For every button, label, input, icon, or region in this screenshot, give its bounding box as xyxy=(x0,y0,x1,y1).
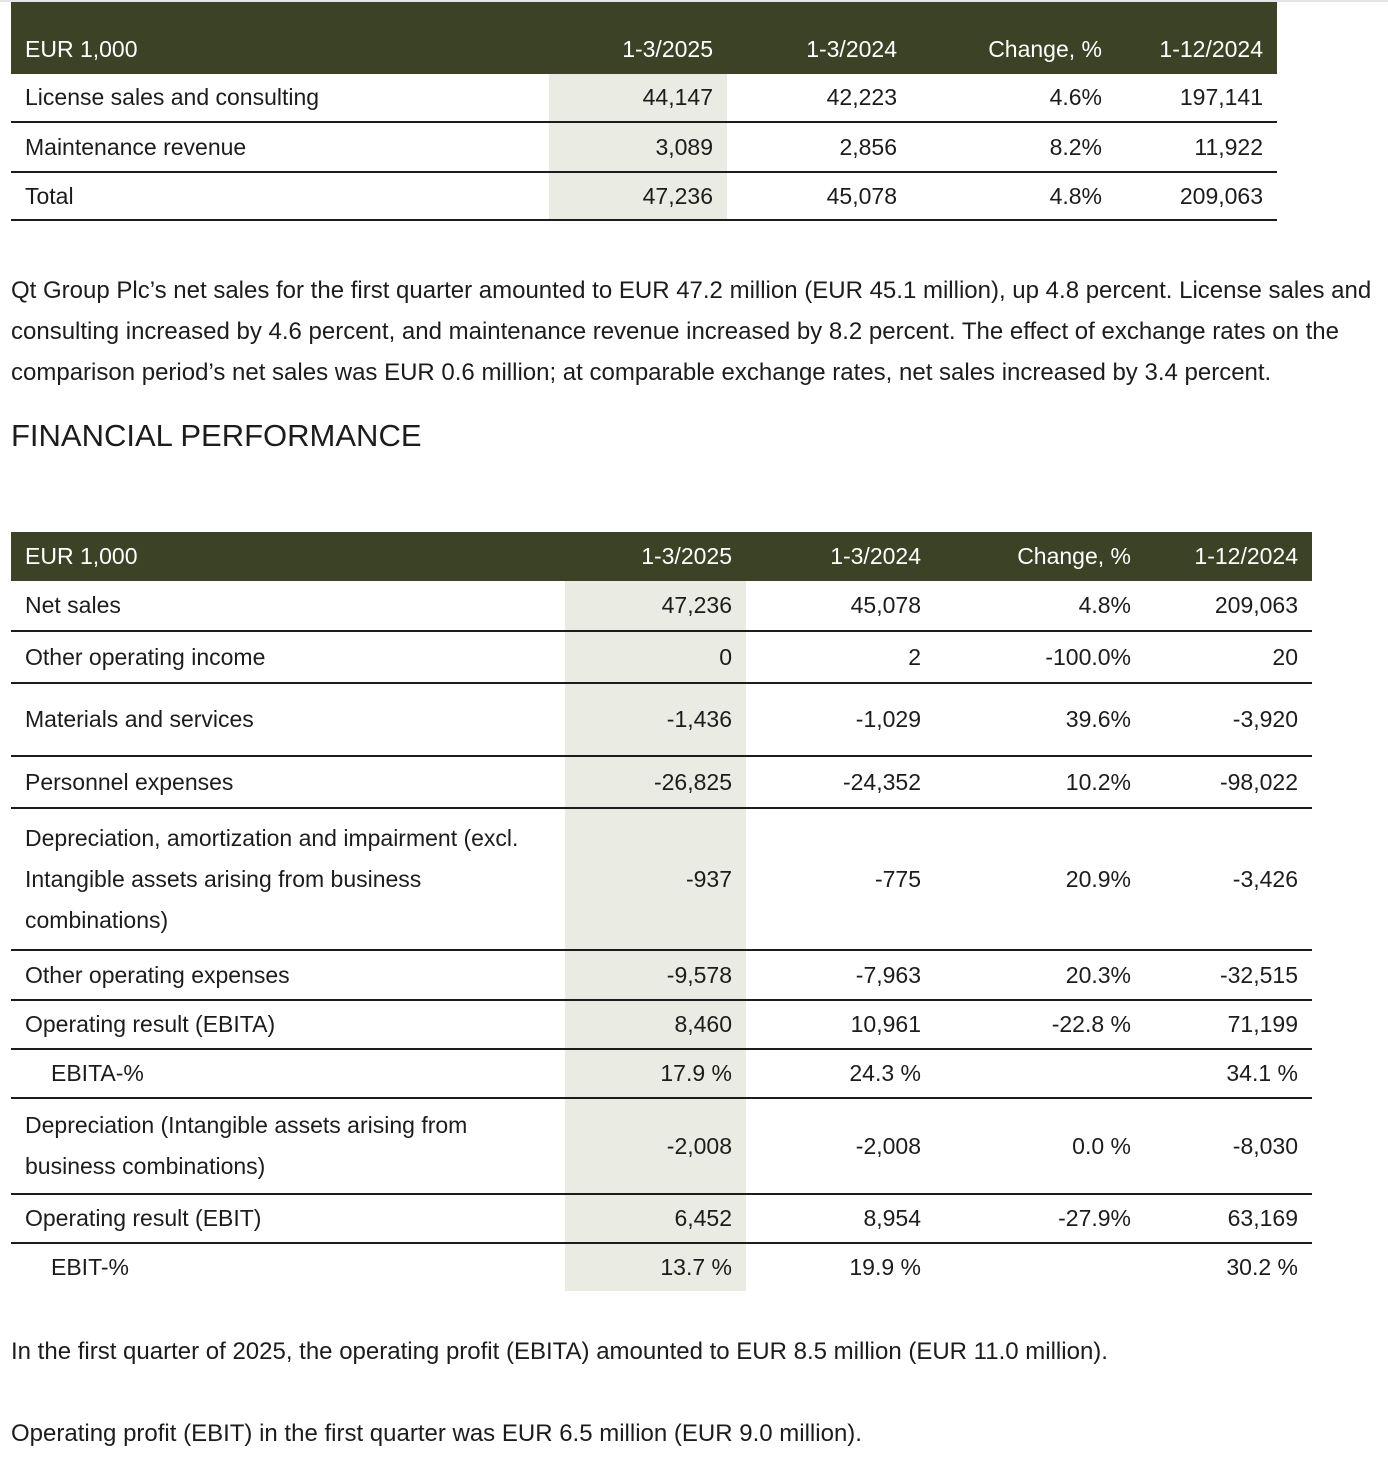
table-row xyxy=(11,1243,1312,1291)
row-label: Depreciation, amortization and impairment (excl. Intangible assets arising from business combinations) xyxy=(11,808,565,950)
cell-prior: -7,963 xyxy=(746,950,935,1000)
cell-current: 13.7 % xyxy=(565,1243,746,1291)
performance-table xyxy=(11,532,1312,1291)
cell-prior: 2,856 xyxy=(727,122,911,172)
header-change: Change, % xyxy=(911,2,1116,74)
cell-change: 39.6% xyxy=(935,683,1145,756)
cell-current: 6,452 xyxy=(565,1194,746,1243)
cell-full-year: -3,426 xyxy=(1145,808,1312,950)
cell-current: 44,147 xyxy=(549,74,727,122)
row-label: Maintenance revenue xyxy=(11,122,549,172)
cell-change: 20.9% xyxy=(935,808,1145,950)
cell-change: 0.0 % xyxy=(935,1098,1145,1194)
cell-change: 4.8% xyxy=(911,172,1116,220)
net-sales-paragraph: Qt Group Plc’s net sales for the first quarter amounted to EUR 47.2 million (EUR 45.1 million), up 4.8 percent. License sales and consulting increased by 4.6 percent, and maintenance revenue increased by 8.2 percent. The effect of exchange rates on the comparison period’s net sales was EUR 0.6 million; at comparable exchange rates, net sales increased by 3.4 percent. xyxy=(11,277,1372,386)
table-row xyxy=(11,581,1312,631)
row-label: Operating result (EBIT) xyxy=(11,1194,565,1243)
cell-prior: 10,961 xyxy=(746,1000,935,1049)
header-period-current: 1-3/2025 xyxy=(549,2,727,74)
cell-full-year: 197,141 xyxy=(1116,74,1277,122)
table-row xyxy=(11,1194,1312,1243)
revenue-table xyxy=(11,2,1277,221)
row-label: Depreciation (Intangible assets arising from business combinations) xyxy=(11,1098,565,1194)
table-row xyxy=(11,1098,1312,1194)
cell-full-year: 20 xyxy=(1145,631,1312,683)
table-header-row xyxy=(11,532,1312,581)
cell-prior: -24,352 xyxy=(746,756,935,808)
cell-current: 47,236 xyxy=(549,172,727,220)
row-label: Net sales xyxy=(11,581,565,631)
cell-prior: 42,223 xyxy=(727,74,911,122)
cell-change: 4.8% xyxy=(935,581,1145,631)
ebita-paragraph: In the first quarter of 2025, the operating profit (EBITA) amounted to EUR 8.5 million (EUR 11.0 million). xyxy=(11,1338,1108,1365)
cell-full-year: -8,030 xyxy=(1145,1098,1312,1194)
cell-change: -27.9% xyxy=(935,1194,1145,1243)
cell-current: -9,578 xyxy=(565,950,746,1000)
cell-full-year: 71,199 xyxy=(1145,1000,1312,1049)
header-period-current: 1-3/2025 xyxy=(565,532,746,581)
cell-current: 8,460 xyxy=(565,1000,746,1049)
cell-full-year: 209,063 xyxy=(1145,581,1312,631)
cell-change xyxy=(935,1049,1145,1098)
cell-current: 47,236 xyxy=(565,581,746,631)
header-full-year: 1-12/2024 xyxy=(1116,2,1277,74)
table-row xyxy=(11,122,1277,172)
cell-full-year: 63,169 xyxy=(1145,1194,1312,1243)
cell-prior: 19.9 % xyxy=(849,1254,921,1280)
cell-current: 0 xyxy=(565,631,746,683)
table-row xyxy=(11,756,1312,808)
cell-prior: -775 xyxy=(746,808,935,950)
cell-current: 3,089 xyxy=(549,122,727,172)
cell-full-year: 209,063 xyxy=(1116,172,1277,220)
cell-change: 10.2% xyxy=(935,756,1145,808)
cell-prior: 2 xyxy=(746,631,935,683)
cell-change: -22.8 % xyxy=(935,1000,1145,1049)
cell-change: 4.6% xyxy=(911,74,1116,122)
header-unit: EUR 1,000 xyxy=(11,532,565,581)
cell-current: -937 xyxy=(565,808,746,950)
cell-current: -2,008 xyxy=(565,1098,746,1194)
row-label: Total xyxy=(11,172,549,220)
table-row xyxy=(11,74,1277,122)
cell-current: -26,825 xyxy=(565,756,746,808)
table-row xyxy=(11,808,1312,950)
header-period-prior: 1-3/2024 xyxy=(727,2,911,74)
header-change: Change, % xyxy=(935,532,1145,581)
cell-change xyxy=(935,1243,1145,1291)
table-row xyxy=(11,631,1312,683)
cell-full-year: -32,515 xyxy=(1145,950,1312,1000)
table-row xyxy=(11,1049,1312,1098)
cell-current: 17.9 % xyxy=(565,1049,746,1098)
table-row xyxy=(11,950,1312,1000)
row-label: License sales and consulting xyxy=(11,74,549,122)
header-unit: EUR 1,000 xyxy=(11,2,549,74)
cell-prior: 45,078 xyxy=(727,172,911,220)
table-header-row xyxy=(11,2,1277,74)
section-heading: FINANCIAL PERFORMANCE xyxy=(11,418,422,453)
cell-full-year: 34.1 % xyxy=(1145,1049,1312,1098)
cell-full-year: -3,920 xyxy=(1145,683,1312,756)
cell-full-year: 11,922 xyxy=(1116,122,1277,172)
row-label: Other operating income xyxy=(11,631,565,683)
cell-prior: 24.3 % xyxy=(746,1049,935,1098)
table-row xyxy=(11,172,1277,220)
ebit-paragraph: Operating profit (EBIT) in the first quarter was EUR 6.5 million (EUR 9.0 million). xyxy=(11,1420,862,1447)
cell-change: 20.3% xyxy=(935,950,1145,1000)
header-period-prior: 1-3/2024 xyxy=(746,532,935,581)
row-label: Personnel expenses xyxy=(11,756,565,808)
cell-prior: -1,029 xyxy=(746,683,935,756)
cell-current: -1,436 xyxy=(565,683,746,756)
table-row xyxy=(11,683,1312,756)
row-label: EBIT-% xyxy=(51,1254,129,1280)
cell-full-year: 30.2 % xyxy=(1226,1254,1298,1280)
row-label: Operating result (EBITA) xyxy=(11,1000,565,1049)
cell-change: -100.0% xyxy=(935,631,1145,683)
table-row xyxy=(11,1000,1312,1049)
header-full-year: 1-12/2024 xyxy=(1145,532,1312,581)
row-label: Materials and services xyxy=(11,683,565,756)
cell-prior: -2,008 xyxy=(746,1098,935,1194)
cell-change: 8.2% xyxy=(911,122,1116,172)
cell-prior: 45,078 xyxy=(746,581,935,631)
cell-prior: 8,954 xyxy=(746,1194,935,1243)
row-label: EBITA-% xyxy=(11,1049,565,1098)
cell-full-year: -98,022 xyxy=(1145,756,1312,808)
row-label: Other operating expenses xyxy=(11,950,565,1000)
